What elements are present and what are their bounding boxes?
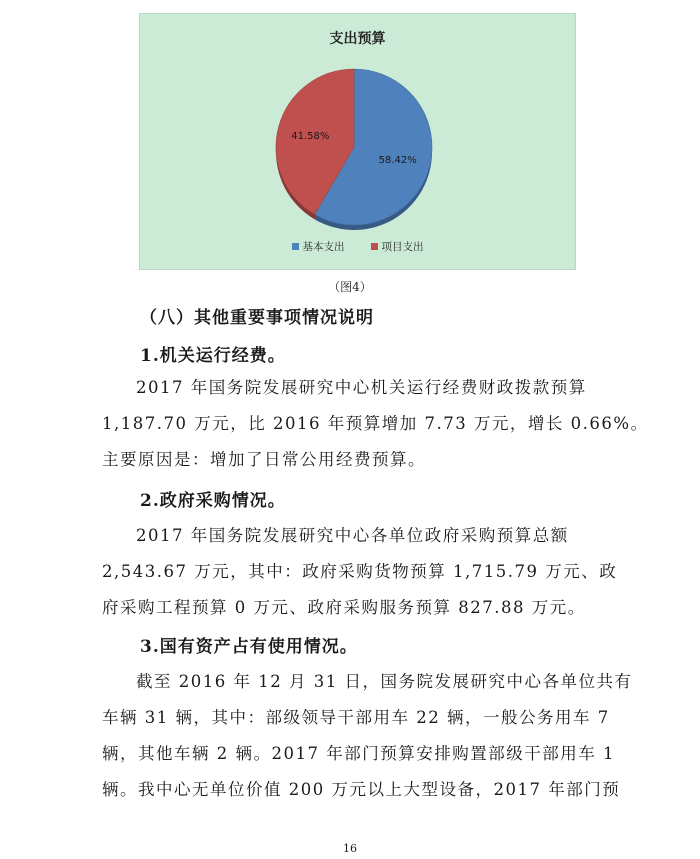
paragraph-line: 车辆 31 辆，其中：部级领导干部用车 22 辆，一般公务用车 7 xyxy=(102,708,610,727)
pie-chart-svg xyxy=(140,14,577,271)
paragraph-2 xyxy=(102,518,618,626)
pie-chart xyxy=(139,13,576,270)
legend-swatch-project xyxy=(371,243,378,250)
subsection-heading-2: 2.政府采购情况。 xyxy=(140,491,286,511)
paragraph-line: 辆。我中心无单位价值 200 万元以上大型设备，2017 年部门预 xyxy=(102,780,621,799)
paragraph-line: 府采购工程预算 0 万元、政府采购服务预算 827.88 万元。 xyxy=(102,598,586,617)
subsection-heading-3: 3.国有资产占有使用情况。 xyxy=(140,637,358,657)
paragraph-line: 主要原因是：增加了日常公用经费预算。 xyxy=(102,450,426,469)
paragraph-3 xyxy=(102,664,633,808)
legend-swatch-basic xyxy=(292,243,299,250)
legend-item-basic xyxy=(292,239,345,254)
paragraph-line: 辆，其他车辆 2 辆。2017 年部门预算安排购置部级干部用车 1 xyxy=(102,744,615,763)
paragraph-1 xyxy=(102,370,649,478)
page-number: 16 xyxy=(343,842,357,855)
paragraph-line: 2017 年国务院发展研究中心机关运行经费财政拨款预算 xyxy=(136,378,587,397)
legend-label-basic: 基本支出 xyxy=(302,241,345,253)
subsection-heading-1: 1.机关运行经费。 xyxy=(140,346,286,366)
legend-label-project: 项目支出 xyxy=(381,241,424,253)
pie-data-label-project: 41.58% xyxy=(291,131,330,143)
chart-legend xyxy=(140,239,575,254)
paragraph-line: 2017 年国务院发展研究中心各单位政府采购预算总额 xyxy=(136,526,569,545)
pie-data-label-basic: 58.42% xyxy=(378,154,417,166)
paragraph-line: 1,187.70 万元，比 2016 年预算增加 7.73 万元，增长 0.66%。 xyxy=(102,414,649,433)
paragraph-line: 2,543.67 万元，其中：政府采购货物预算 1,715.79 万元、政 xyxy=(102,562,618,581)
section-heading: （八）其他重要事项情况说明 xyxy=(140,308,374,328)
chart-title: 支出预算 xyxy=(329,31,386,47)
paragraph-line: 截至 2016 年 12 月 31 日，国务院发展研究中心各单位共有 xyxy=(136,672,633,691)
legend-item-project xyxy=(371,239,424,254)
figure-caption: （图4） xyxy=(328,280,372,294)
